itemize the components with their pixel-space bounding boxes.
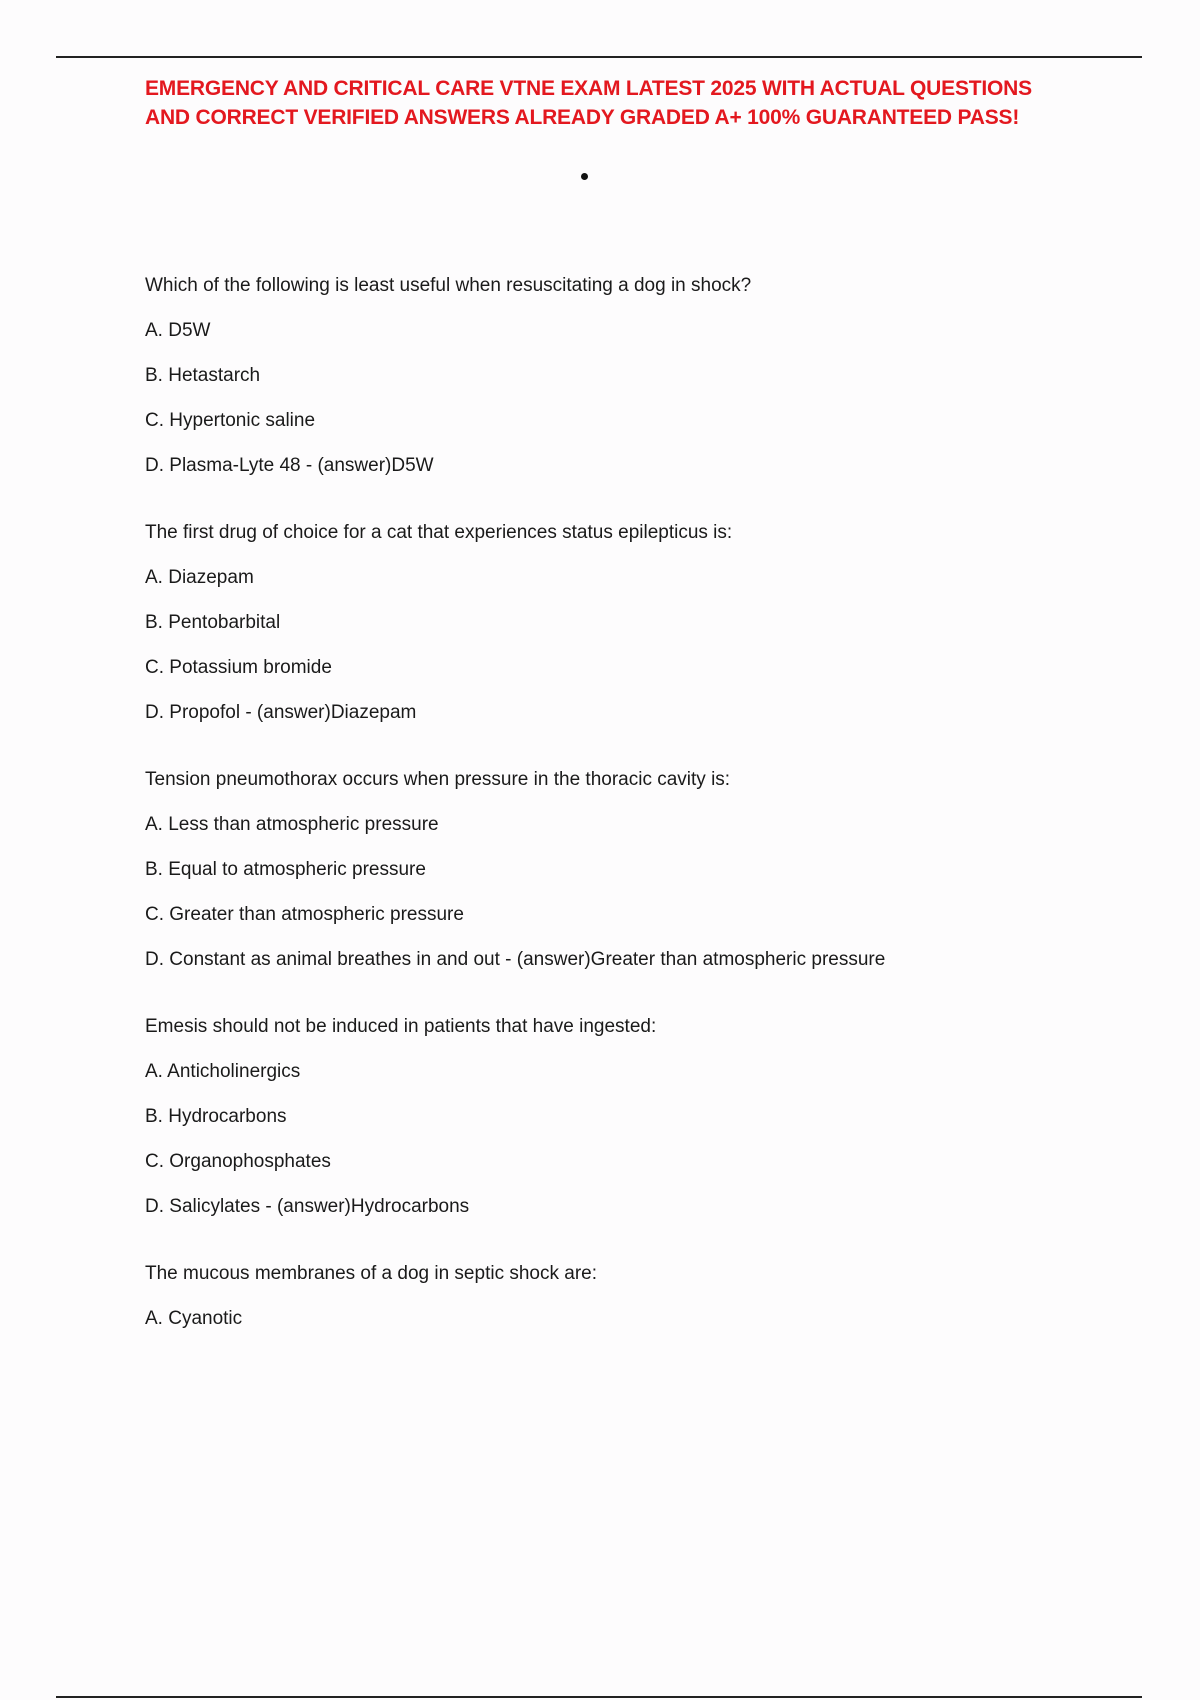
answer-option-a: A. Less than atmospheric pressure xyxy=(145,814,439,835)
answer-option-d: D. Salicylates - (answer)Hydrocarbons xyxy=(145,1196,470,1217)
bottom-rule xyxy=(56,1696,1142,1698)
question-stem: The mucous membranes of a dog in septic shock are: xyxy=(145,1263,598,1284)
answer-option-d: D. Constant as animal breathes in and out - (answer)Greater than atmospheric pressure xyxy=(145,949,886,970)
answer-option-a: A. Cyanotic xyxy=(145,1308,243,1329)
title-line-2: AND CORRECT VERIFIED ANSWERS ALREADY GRADED A+ 100% GUARANTEED PASS! xyxy=(145,106,1020,129)
answer-option-d: D. Plasma-Lyte 48 - (answer)D5W xyxy=(145,455,434,476)
title-line-1: EMERGENCY AND CRITICAL CARE VTNE EXAM LATEST 2025 WITH ACTUAL QUESTIONS xyxy=(145,77,1032,100)
answer-option-c: C. Greater than atmospheric pressure xyxy=(145,904,464,925)
answer-option-b: B. Hetastarch xyxy=(145,365,261,386)
answer-option-c: C. Potassium bromide xyxy=(145,657,332,678)
question-stem: Tension pneumothorax occurs when pressure in the thoracic cavity is: xyxy=(145,769,731,790)
document-title xyxy=(145,74,1105,132)
answer-option-b: B. Pentobarbital xyxy=(145,612,281,633)
question-list xyxy=(145,275,1145,1375)
question-stem: Emesis should not be induced in patients that have ingested: xyxy=(145,1016,657,1037)
answer-option-c: C. Organophosphates xyxy=(145,1151,331,1172)
question-5 xyxy=(145,1263,1145,1330)
top-rule xyxy=(56,56,1142,58)
question-3 xyxy=(145,769,1145,971)
bullet-icon xyxy=(581,173,588,180)
question-1 xyxy=(145,275,1145,477)
answer-option-b: B. Hydrocarbons xyxy=(145,1106,287,1127)
answer-option-d: D. Propofol - (answer)Diazepam xyxy=(145,702,417,723)
answer-option-b: B. Equal to atmospheric pressure xyxy=(145,859,426,880)
question-2 xyxy=(145,522,1145,724)
answer-option-a: A. Diazepam xyxy=(145,567,254,588)
question-stem: The first drug of choice for a cat that experiences status epilepticus is: xyxy=(145,522,733,543)
answer-option-a: A. Anticholinergics xyxy=(145,1061,301,1082)
question-stem: Which of the following is least useful when resuscitating a dog in shock? xyxy=(145,275,752,296)
answer-option-a: A. D5W xyxy=(145,320,211,341)
answer-option-c: C. Hypertonic saline xyxy=(145,410,316,431)
question-4 xyxy=(145,1016,1145,1218)
